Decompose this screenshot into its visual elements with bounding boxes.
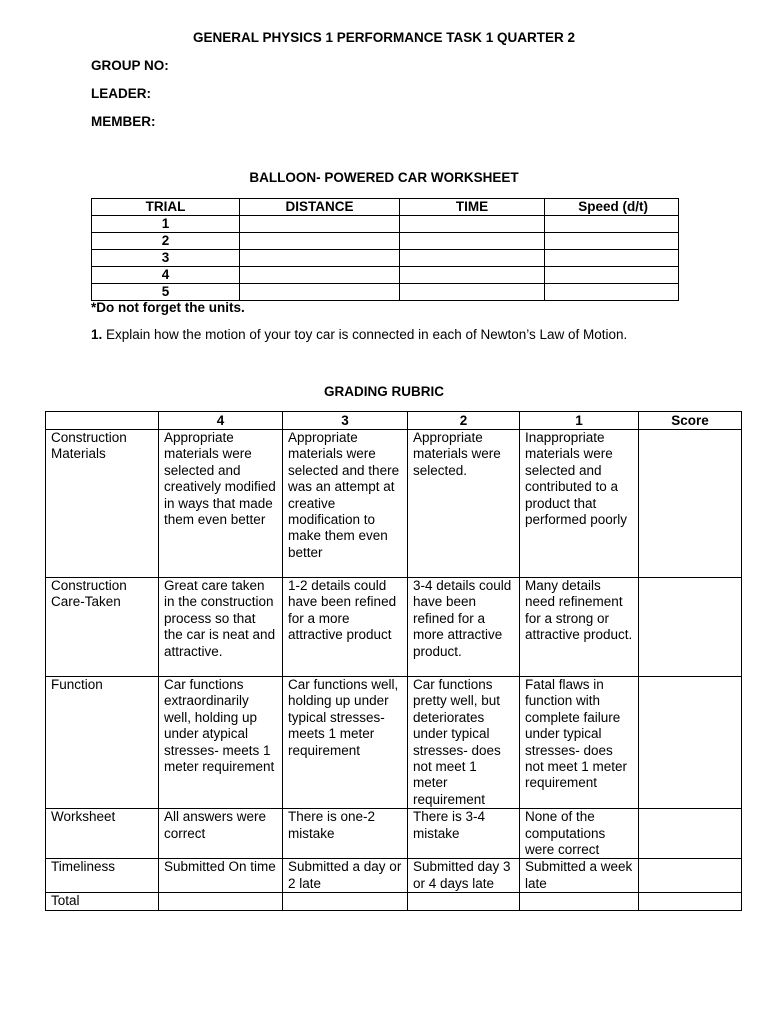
time-cell[interactable] [400, 250, 545, 267]
score-cell[interactable] [639, 809, 742, 859]
level-1-descriptor: Many details need refinement for a strong or attractive product. [520, 578, 639, 677]
level-1-descriptor: Fatal flaws in function with complete failure under typical stresses- does not meet 1 meter requirement [520, 677, 639, 809]
time-column-header: TIME [400, 199, 545, 216]
level-4-descriptor: Submitted On time [159, 859, 283, 893]
total-cell[interactable] [159, 893, 283, 910]
distance-column-header: DISTANCE [240, 199, 400, 216]
trial-column-header: TRIAL [92, 199, 240, 216]
rubric-row-total [46, 893, 742, 910]
trial-row [92, 284, 679, 301]
distance-cell[interactable] [240, 233, 400, 250]
distance-cell[interactable] [240, 284, 400, 301]
score-cell[interactable] [639, 859, 742, 893]
speed-cell[interactable] [545, 284, 679, 301]
level-3-descriptor: Car functions well, holding up under typical stresses- meets 1 meter requirement [283, 677, 408, 809]
speed-cell[interactable] [545, 233, 679, 250]
total-cell[interactable] [520, 893, 639, 910]
trial-row [92, 216, 679, 233]
level-4-descriptor: Car functions extraordinarily well, holding up under atypical stresses- meets 1 meter requirement [159, 677, 283, 809]
speed-column-header: Speed (d/t) [545, 199, 679, 216]
speed-cell[interactable] [545, 267, 679, 284]
rubric-row-timeliness [46, 859, 742, 893]
trial-number: 5 [92, 284, 240, 301]
speed-cell[interactable] [545, 250, 679, 267]
trial-row [92, 233, 679, 250]
trial-row [92, 267, 679, 284]
score-header: Score [639, 412, 742, 430]
time-cell[interactable] [400, 267, 545, 284]
time-cell[interactable] [400, 284, 545, 301]
trial-number: 2 [92, 233, 240, 250]
trial-number: 1 [92, 216, 240, 233]
level-2-descriptor: There is 3-4 mistake [408, 809, 520, 859]
trial-number: 4 [92, 267, 240, 284]
criterion-label: Function [46, 677, 159, 809]
trial-table [91, 198, 679, 301]
group-no-label: GROUP NO: [91, 58, 169, 73]
level-3-descriptor: Submitted a day or 2 late [283, 859, 408, 893]
criterion-label: Construction Materials [46, 430, 159, 578]
criterion-label: Timeliness [46, 859, 159, 893]
level-2-descriptor: Car functions pretty well, but deteriorates under typical stresses- does not meet 1 meter requirement [408, 677, 520, 809]
criterion-label: Worksheet [46, 809, 159, 859]
level-1-descriptor: None of the computations were correct [520, 809, 639, 859]
speed-cell[interactable] [545, 216, 679, 233]
score-cell[interactable] [639, 677, 742, 809]
rubric-row-construction-materials [46, 430, 742, 578]
level-2-descriptor: Submitted day 3 or 4 days late [408, 859, 520, 893]
level-2-descriptor: 3-4 details could have been refined for a more attractive product. [408, 578, 520, 677]
level-1-header: 1 [520, 412, 639, 430]
criterion-column-header [46, 412, 159, 430]
rubric-row-construction-care [46, 578, 742, 677]
total-label: Total [46, 893, 159, 910]
trial-table-header [92, 199, 679, 216]
worksheet-title: BALLOON- POWERED CAR WORKSHEET [249, 170, 519, 185]
distance-cell[interactable] [240, 250, 400, 267]
rubric-title: GRADING RUBRIC [324, 384, 444, 399]
total-cell[interactable] [408, 893, 520, 910]
trial-number: 3 [92, 250, 240, 267]
criterion-label: Construction Care-Taken [46, 578, 159, 677]
level-3-descriptor: Appropriate materials were selected and there was an attempt at creative modification to make them even better [283, 430, 408, 578]
question-text: Explain how the motion of your toy car is connected in each of Newton’s Law of Motion. [102, 327, 628, 342]
member-label: MEMBER: [91, 114, 156, 129]
score-cell[interactable] [639, 430, 742, 578]
distance-cell[interactable] [240, 216, 400, 233]
level-4-header: 4 [159, 412, 283, 430]
level-4-descriptor: Great care taken in the construction process so that the car is neat and attractive. [159, 578, 283, 677]
total-cell[interactable] [283, 893, 408, 910]
rubric-row-function [46, 677, 742, 809]
document-title: GENERAL PHYSICS 1 PERFORMANCE TASK 1 QUARTER 2 [192, 30, 576, 45]
total-score-cell[interactable] [639, 893, 742, 910]
rubric-header [46, 412, 742, 430]
units-note: *Do not forget the units. [91, 300, 245, 315]
level-2-header: 2 [408, 412, 520, 430]
level-4-descriptor: Appropriate materials were selected and creatively modified in ways that made them even better [159, 430, 283, 578]
level-1-descriptor: Submitted a week late [520, 859, 639, 893]
level-2-descriptor: Appropriate materials were selected. [408, 430, 520, 578]
distance-cell[interactable] [240, 267, 400, 284]
score-cell[interactable] [639, 578, 742, 677]
level-3-descriptor: 1-2 details could have been refined for a more attractive product [283, 578, 408, 677]
level-4-descriptor: All answers were correct [159, 809, 283, 859]
level-3-descriptor: There is one-2 mistake [283, 809, 408, 859]
question-1 [91, 327, 627, 342]
trial-row [92, 250, 679, 267]
time-cell[interactable] [400, 216, 545, 233]
level-3-header: 3 [283, 412, 408, 430]
grading-rubric-table [45, 411, 742, 911]
leader-label: LEADER: [91, 86, 151, 101]
question-number: 1. [91, 327, 103, 342]
rubric-row-worksheet [46, 809, 742, 859]
level-1-descriptor: Inappropriate materials were selected and contributed to a product that performed poorly [520, 430, 639, 578]
time-cell[interactable] [400, 233, 545, 250]
